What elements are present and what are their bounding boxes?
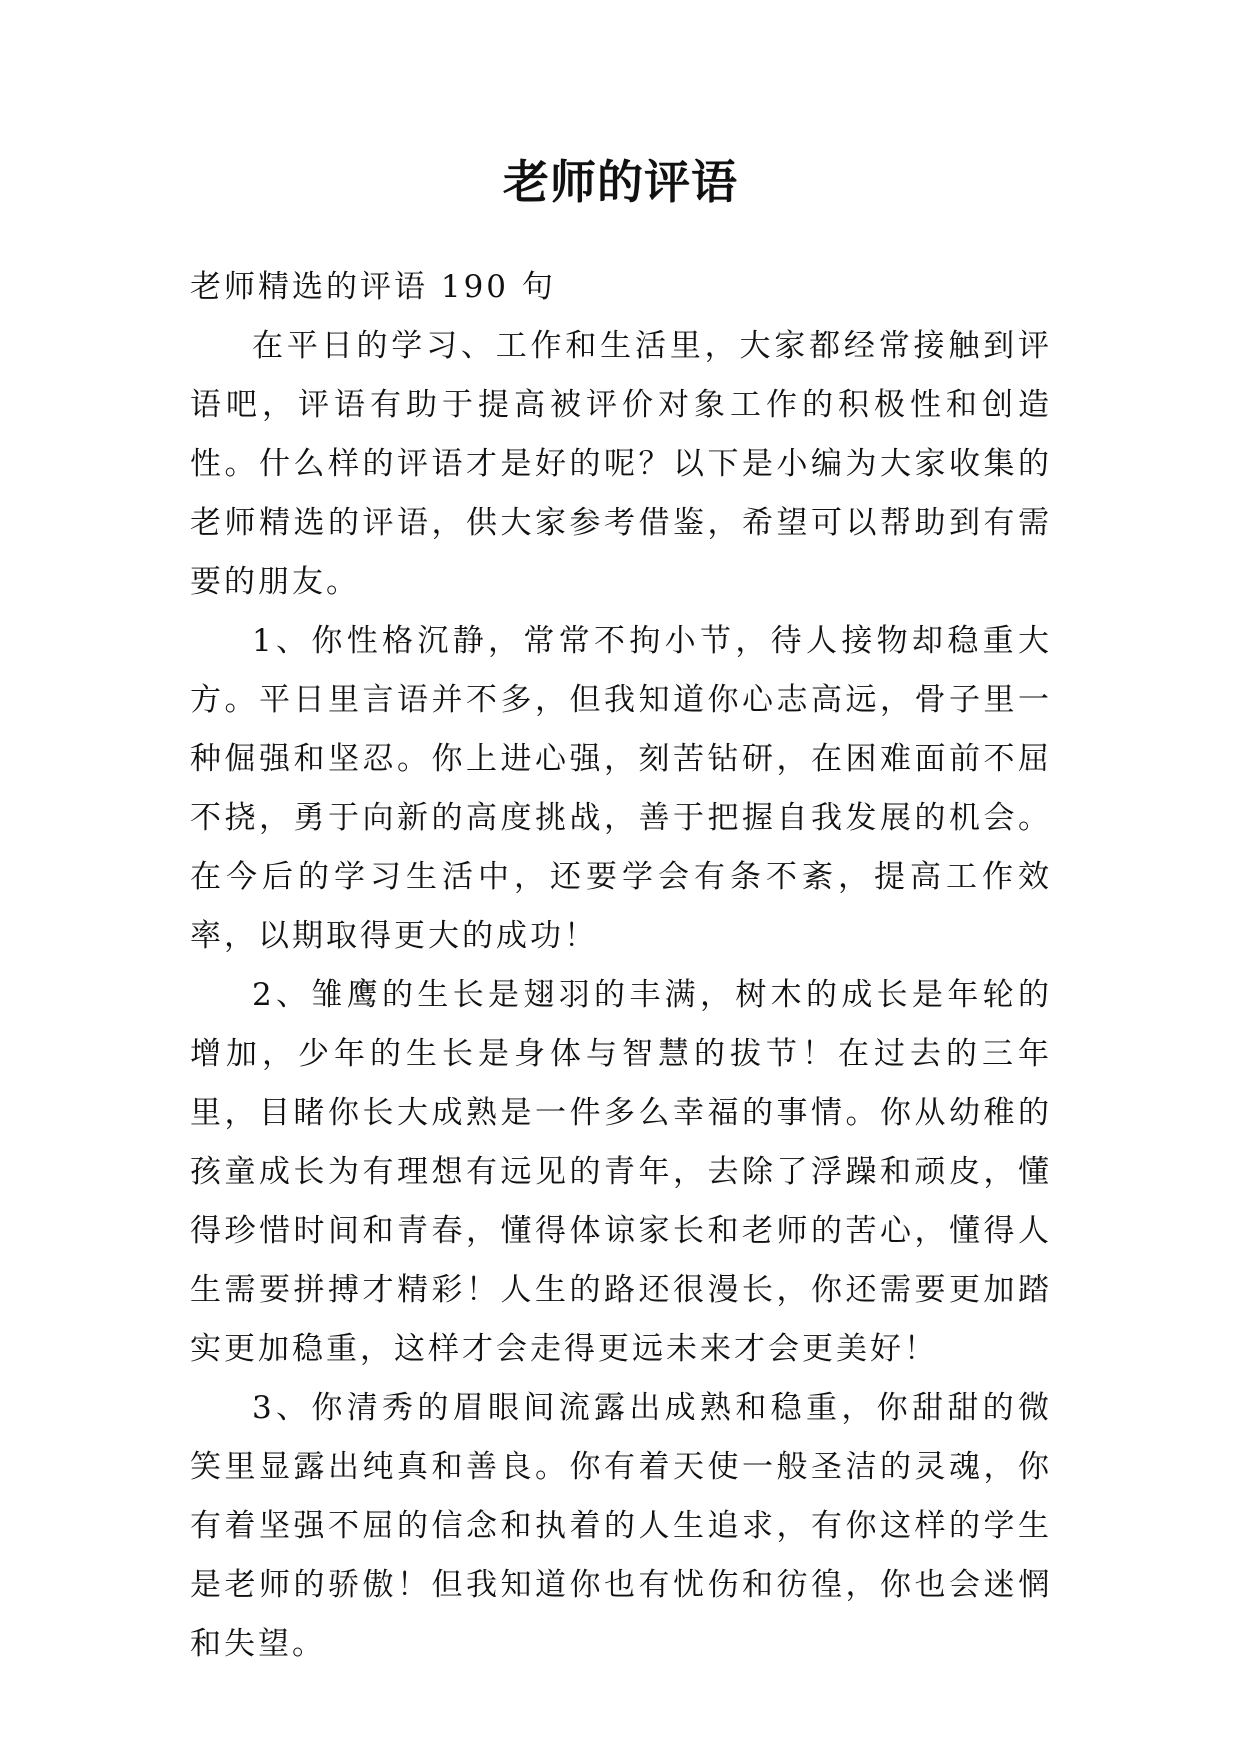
comment-paragraph-1: 1、你性格沉静，常常不拘小节，待人接物却稳重大方。平日里言语并不多，但我知道你心志高远，骨子里一种倔强和坚忍。你上进心强，刻苦钻研，在困难面前不屈不挠，勇于向新的高度挑战，善于把握自我发展的机会。在今后的学习生活中，还要学会有条不紊，提高工作效率，以期取得更大的成功！	[190, 623, 1052, 954]
document-title: 老师的评语	[503, 155, 738, 209]
document-subtitle: 老师精选的评语 190 句	[190, 269, 556, 305]
comment-paragraph-2: 2、雏鹰的生长是翅羽的丰满，树木的成长是年轮的增加，少年的生长是身体与智慧的拔节！在过去的三年里，目睹你长大成熟是一件多么幸福的事情。你从幼稚的孩童成长为有理想有远见的青年，去除了浮躁和顽皮，懂得珍惜时间和青春，懂得体谅家长和老师的苦心，懂得人生需要拼搏才精彩！人生的路还很漫长，你还需要更加踏实更加稳重，这样才会走得更远未来才会更美好！	[190, 977, 1052, 1367]
intro-paragraph: 在平日的学习、工作和生活里，大家都经常接触到评语吧，评语有助于提高被评价对象工作的积极性和创造性。什么样的评语才是好的呢？以下是小编为大家收集的老师精选的评语，供大家参考借鉴，希望可以帮助到有需要的朋友。	[190, 328, 1052, 600]
comment-paragraph-3: 3、你清秀的眉眼间流露出成熟和稳重，你甜甜的微笑里显露出纯真和善良。你有着天使一般圣洁的灵魂，你有着坚强不屈的信念和执着的人生追求，有你这样的学生是老师的骄傲！但我知道你也有忧伤和彷徨，你也会迷惘和失望。	[190, 1390, 1052, 1662]
document-body	[190, 258, 1052, 1674]
